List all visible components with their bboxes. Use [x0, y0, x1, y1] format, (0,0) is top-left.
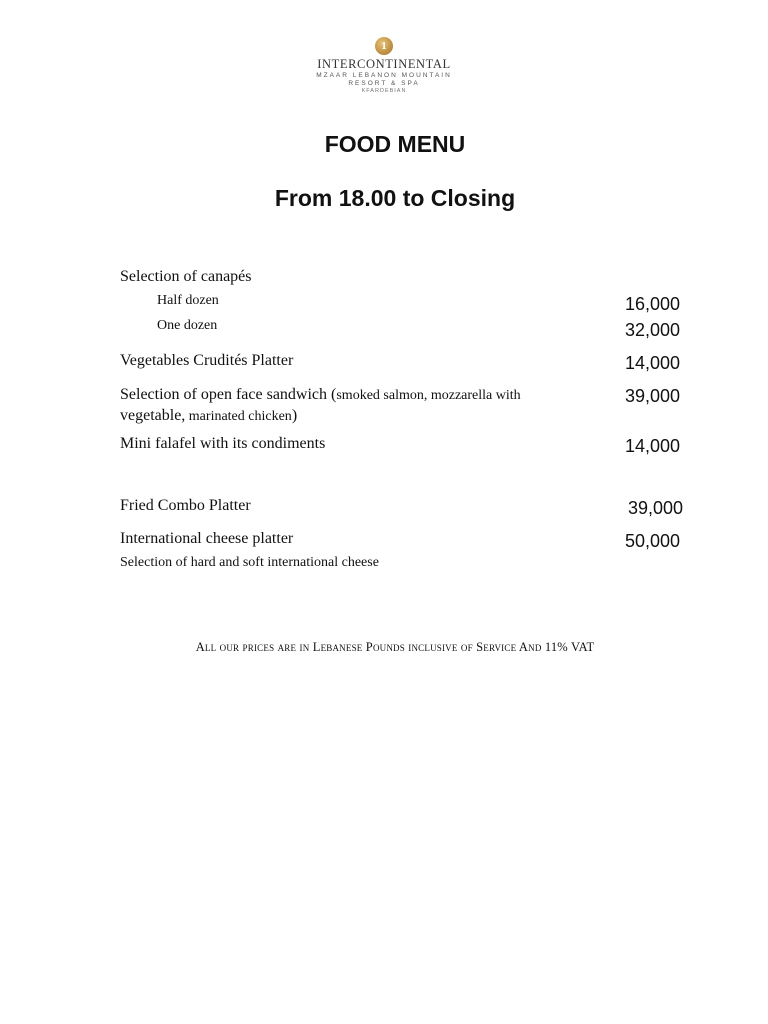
sandwich-close: )	[291, 407, 298, 424]
item-combo: Fried Combo Platter	[120, 497, 251, 514]
hotel-logo	[0, 36, 768, 95]
option-half-dozen: Half dozen	[157, 293, 219, 308]
cheese-description: Selection of hard and soft international cheese	[120, 555, 379, 570]
menu-subtitle: From 18.00 to Closing	[274, 185, 516, 211]
option-one-dozen: One dozen	[157, 318, 218, 333]
item-cheese: International cheese platter	[120, 530, 294, 547]
price-combo: 39,000	[627, 498, 683, 518]
price-crudites: 14,000	[624, 353, 680, 373]
price-half-dozen: 16,000	[624, 294, 680, 314]
sandwich-label: Selection of open face sandwich (	[120, 386, 337, 403]
item-crudites: Vegetables Crudités Platter	[120, 352, 294, 369]
sandwich-detail-b: marinated chicken	[185, 409, 292, 424]
logo-line-3: KFARDEBIAN	[361, 88, 407, 94]
item-canapes: Selection of canapés	[120, 268, 252, 285]
item-sandwich	[120, 385, 580, 427]
price-falafel: 14,000	[624, 436, 680, 456]
logo-emblem-icon: 1	[375, 37, 393, 55]
logo-line-1: MZAAR LEBANON MOUNTAIN	[316, 72, 452, 79]
logo-name: INTERCONTINENTAL	[317, 57, 451, 71]
menu-title: FOOD MENU	[324, 131, 466, 157]
sandwich-detail-a: smoked salmon, mozzarella with	[336, 388, 521, 403]
price-cheese: 50,000	[624, 531, 680, 551]
sandwich-line-2: vegetable,	[120, 407, 186, 424]
logo-line-2: RESORT & SPA	[348, 80, 420, 87]
price-sandwich: 39,000	[624, 386, 680, 406]
price-one-dozen: 32,000	[624, 320, 680, 340]
price-note: All our prices are in Lebanese Pounds inclusive of Service And 11% VAT	[195, 640, 595, 654]
item-falafel: Mini falafel with its condiments	[120, 435, 326, 452]
